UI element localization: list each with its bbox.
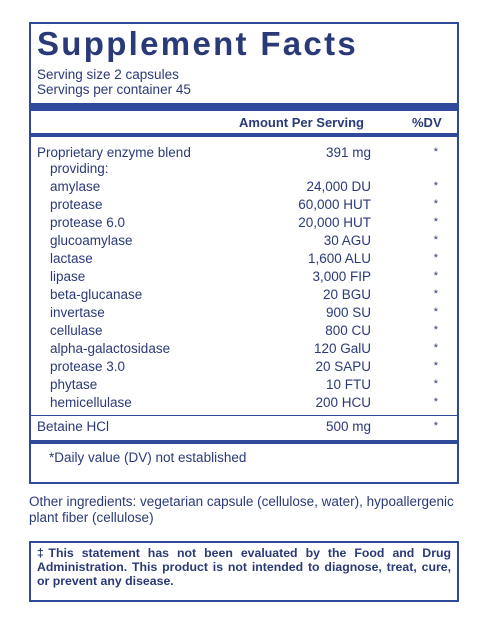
nutrient-amount: 1,600 ALU	[307, 251, 371, 266]
nutrient-row	[31, 161, 457, 177]
nutrient-amount: 800 CU	[325, 323, 371, 338]
nutrient-name: cellulase	[50, 323, 103, 338]
thick-divider	[31, 103, 457, 111]
nutrient-amount: 24,000 DU	[306, 179, 371, 194]
nutrient-amount: 20,000 HUT	[298, 215, 371, 230]
nutrient-name: glucoamylase	[50, 233, 133, 248]
nutrient-dv: *	[433, 234, 438, 246]
nutrient-dv: *	[433, 342, 438, 354]
nutrient-name: Proprietary enzyme blend	[37, 145, 191, 160]
dv-header: %DV	[412, 115, 442, 130]
nutrient-amount: 30 AGU	[323, 233, 371, 248]
nutrient-amount: 20 SAPU	[315, 359, 371, 374]
nutrient-amount: 500 mg	[325, 419, 371, 434]
nutrient-row	[31, 179, 457, 195]
nutrient-dv: *	[433, 252, 438, 264]
nutrient-amount: 200 HCU	[315, 395, 371, 410]
nutrient-dv: *	[433, 360, 438, 372]
nutrient-row	[31, 359, 457, 375]
nutrient-amount: 900 SU	[325, 305, 371, 320]
nutrient-dv: *	[433, 216, 438, 228]
fda-statement-box	[29, 541, 459, 602]
nutrient-name: lactase	[50, 251, 93, 266]
nutrient-name: beta-glucanase	[50, 287, 143, 302]
nutrient-name: invertase	[50, 305, 105, 320]
nutrient-name: alpha-galactosidase	[50, 341, 171, 356]
nutrient-amount: 391 mg	[325, 145, 371, 160]
nutrient-dv: *	[433, 146, 438, 158]
nutrient-row	[31, 341, 457, 357]
nutrient-row	[31, 215, 457, 231]
nutrient-name: protease 3.0	[50, 359, 126, 374]
row-divider	[31, 415, 457, 416]
nutrient-name: protease	[50, 197, 103, 212]
nutrient-row	[31, 233, 457, 249]
nutrient-amount: 20 BGU	[322, 287, 371, 302]
supplement-facts-panel	[29, 22, 459, 484]
nutrient-amount: 60,000 HUT	[298, 197, 371, 212]
nutrient-row	[31, 323, 457, 339]
nutrient-row	[31, 395, 457, 411]
nutrient-dv: *	[433, 306, 438, 318]
nutrient-row	[31, 305, 457, 321]
other-ingredients: Other ingredients: vegetarian capsule (cellulose, water), hypoallergenic plant fiber (cellulose)	[29, 494, 454, 525]
nutrient-row	[31, 251, 457, 267]
betaine-row	[31, 419, 457, 435]
nutrient-dv: *	[433, 180, 438, 192]
nutrient-amount: 3,000 FIP	[312, 269, 371, 284]
nutrient-amount: 120 GalU	[313, 341, 371, 356]
nutrient-dv: *	[433, 270, 438, 282]
nutrient-dv: *	[433, 396, 438, 408]
nutrient-row	[31, 377, 457, 393]
nutrient-dv: *	[433, 378, 438, 390]
nutrient-name: lipase	[50, 269, 86, 284]
nutrient-name: hemicellulase	[50, 395, 132, 410]
dv-footnote: *Daily value (DV) not established	[49, 450, 247, 465]
nutrient-name: protease 6.0	[50, 215, 126, 230]
nutrient-name: providing:	[50, 161, 109, 176]
nutrient-name: Betaine HCl	[37, 419, 110, 434]
nutrient-dv: *	[433, 420, 438, 432]
fda-statement: ‡This statement has not been evaluated by the Food and Drug Administration. This product is not intended to diagnose, treat, cure, or prevent any disease.	[37, 546, 451, 588]
medium-divider	[31, 133, 457, 137]
nutrient-amount: 10 FTU	[325, 377, 371, 392]
nutrient-row	[31, 145, 457, 161]
nutrient-name: amylase	[50, 179, 101, 194]
nutrient-dv: *	[433, 288, 438, 300]
nutrient-dv: *	[433, 198, 438, 210]
amount-header: Amount Per Serving	[239, 115, 364, 130]
panel-title: Supplement Facts	[37, 25, 359, 62]
nutrient-row	[31, 197, 457, 213]
nutrient-name: phytase	[50, 377, 98, 392]
serving-size: Serving size 2 capsules	[37, 67, 179, 82]
nutrient-row	[31, 269, 457, 285]
medium-divider-bottom	[31, 440, 457, 444]
servings-per-container: Servings per container 45	[37, 82, 191, 97]
nutrient-row	[31, 287, 457, 303]
nutrient-dv: *	[433, 324, 438, 336]
